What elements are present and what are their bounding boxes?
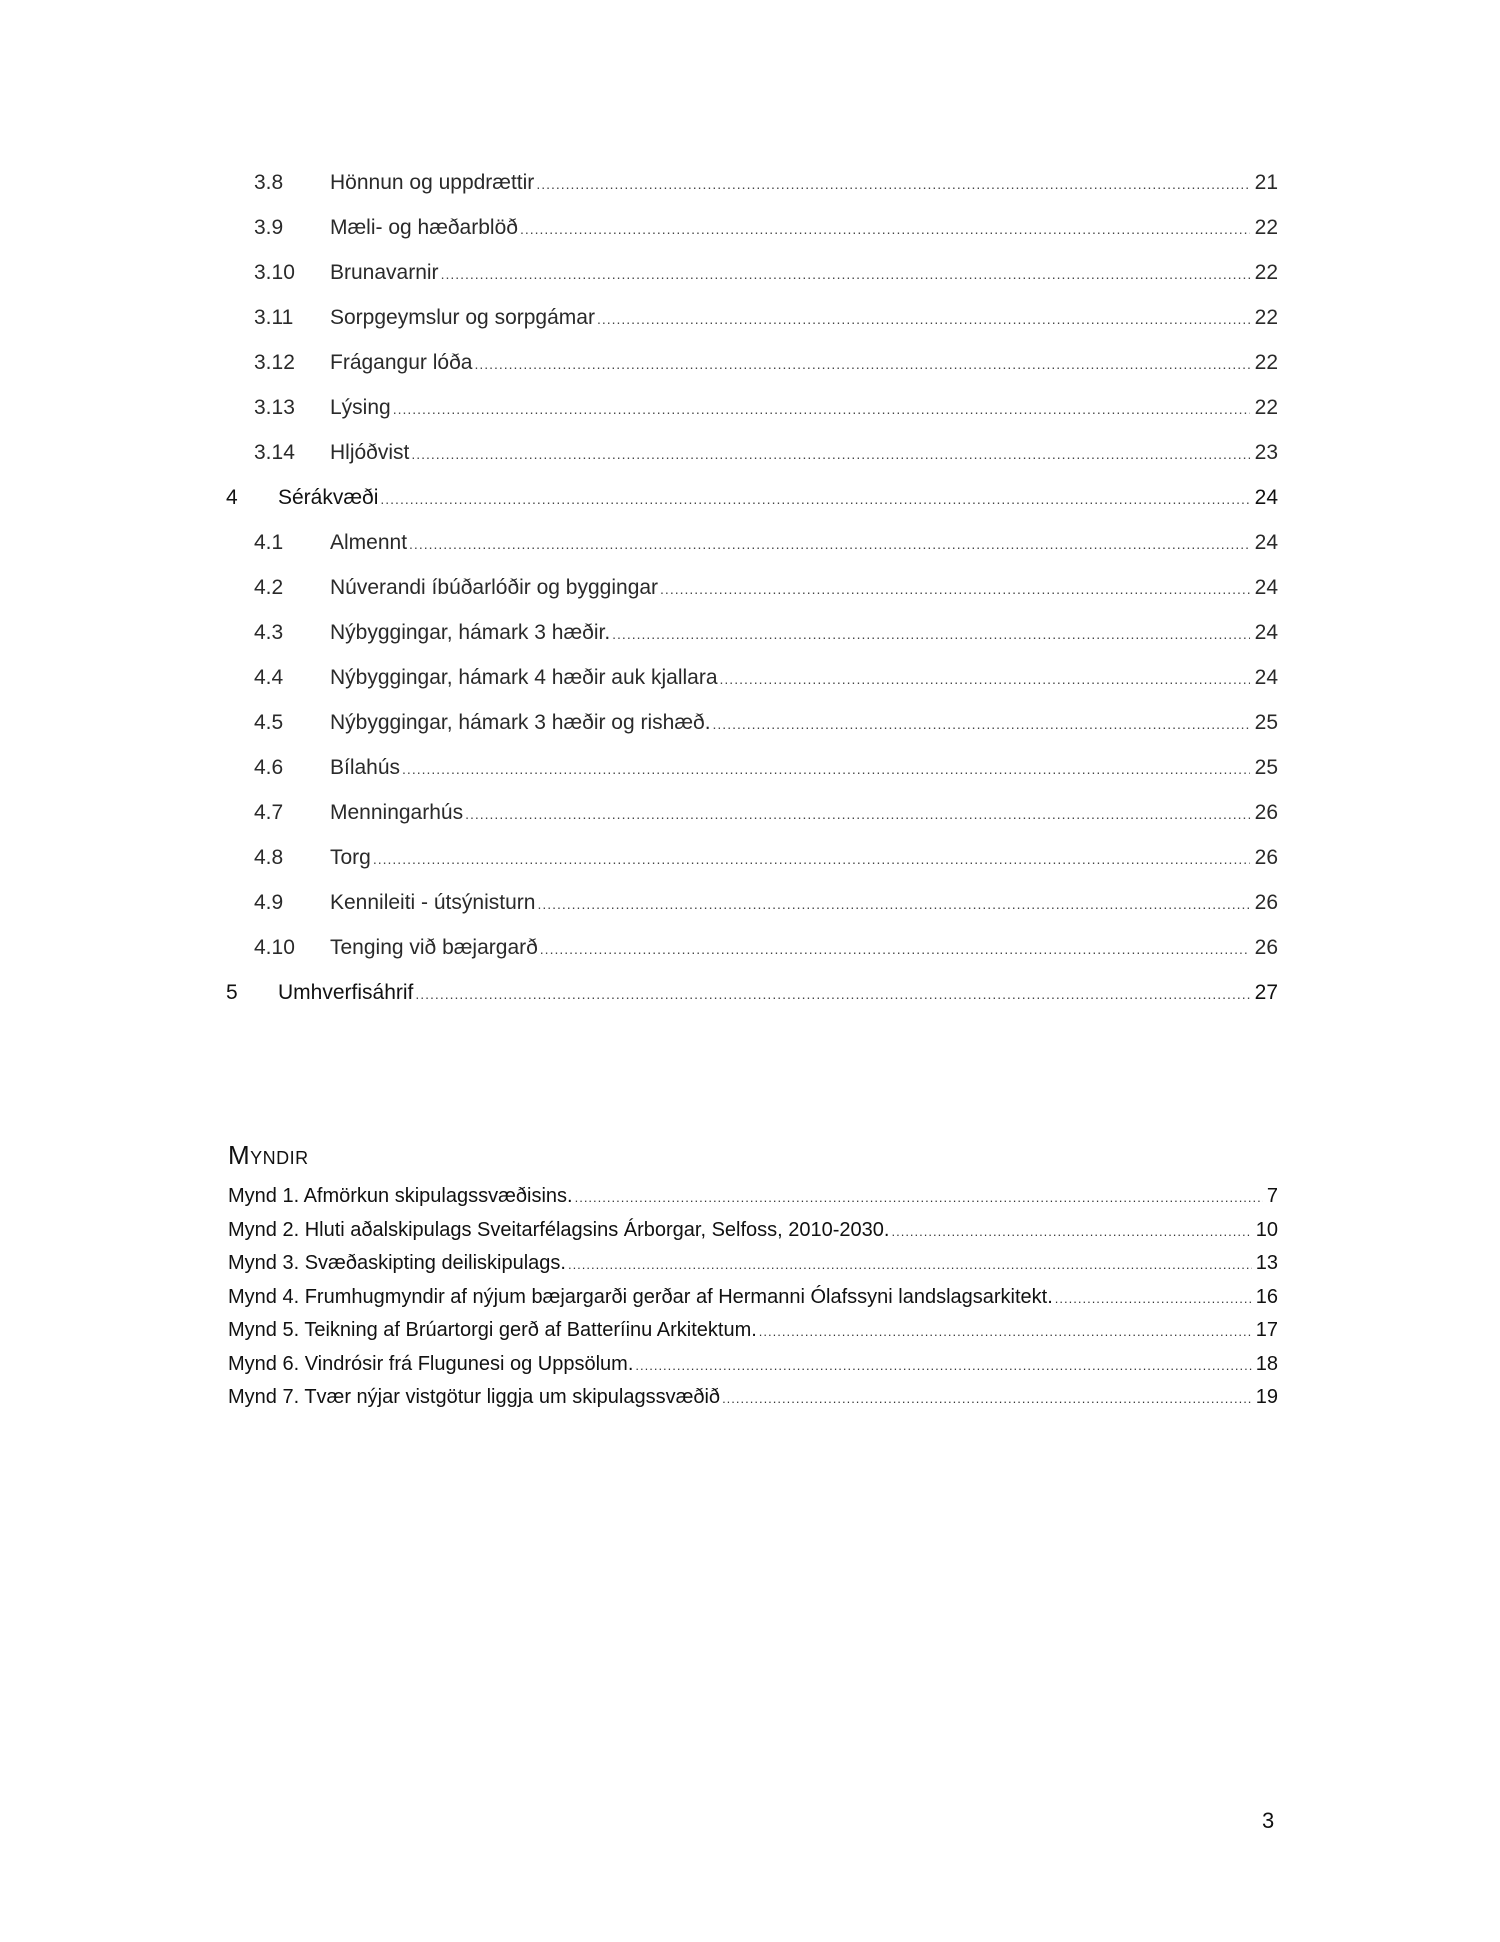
toc-entry-title: Hönnun og uppdrættir: [330, 171, 535, 194]
figure-entry[interactable]: [228, 1348, 1278, 1382]
toc-entry-title: Nýbyggingar, hámark 4 hæðir auk kjallara: [330, 666, 718, 689]
figure-entry[interactable]: [228, 1281, 1278, 1315]
figure-entry-title: Mynd 4. Frumhugmyndir af nýjum bæjargarði gerðar af Hermanni Ólafssyni landslagsarkitekt.: [228, 1285, 1053, 1308]
toc-entry[interactable]: [226, 295, 1278, 340]
toc-entry[interactable]: [226, 610, 1278, 655]
toc-dot-leader: [597, 297, 1250, 342]
toc-dot-leader: [380, 477, 1250, 522]
figure-entry-title: Mynd 6. Vindrósir frá Flugunesi og Uppsölum.: [228, 1352, 634, 1375]
toc-entry-title: Sorpgeymslur og sorpgámar: [330, 306, 595, 329]
toc-dot-leader: [612, 612, 1250, 657]
toc-entry-title: Torg: [330, 846, 371, 869]
toc-entry[interactable]: [226, 340, 1278, 385]
figure-entry[interactable]: [228, 1180, 1278, 1214]
toc-entry-page: 24: [1254, 621, 1278, 644]
toc-entry-page: 26: [1254, 891, 1278, 914]
figure-entry-page: 19: [1255, 1386, 1278, 1408]
toc-entry-page: 22: [1254, 261, 1278, 284]
toc-entry-number: 4.7: [254, 801, 284, 824]
toc-entry[interactable]: [226, 160, 1278, 205]
toc-dot-leader: [520, 207, 1250, 252]
toc-entry-number: 3.8: [254, 171, 284, 194]
toc-dot-leader: [402, 747, 1250, 792]
toc-entry-title: Tenging við bæjargarð: [330, 936, 538, 959]
toc-entry[interactable]: [226, 250, 1278, 295]
figure-entry-title: Mynd 2. Hluti aðalskipulags Sveitarfélagsins Árborgar, Selfoss, 2010-2030.: [228, 1218, 890, 1241]
figure-entry-page: 18: [1255, 1352, 1278, 1375]
page-number: 3: [1262, 1808, 1275, 1833]
toc-entry-page: 22: [1254, 396, 1278, 419]
toc-entry[interactable]: [226, 565, 1278, 610]
toc-entry-number: 4.2: [254, 576, 284, 599]
toc-dot-leader: [373, 837, 1250, 882]
toc-dot-leader: [393, 387, 1250, 432]
toc-entry-number: 3.10: [254, 261, 295, 284]
toc-dot-leader: [415, 972, 1250, 1017]
toc-entry-title: Núverandi íbúðarlóðir og byggingar: [330, 576, 659, 599]
table-of-contents: [226, 160, 1278, 1015]
toc-entry-title: Lýsing: [330, 396, 391, 419]
figure-entry-title: Mynd 7. Tvær nýjar vistgötur liggja um skipulagssvæðið: [228, 1386, 721, 1408]
toc-dot-leader: [537, 882, 1250, 927]
toc-entry-number: 4.3: [254, 621, 284, 644]
toc-entry-number: 4.9: [254, 891, 284, 914]
toc-entry-number: 3.9: [254, 216, 284, 239]
toc-entry-page: 24: [1254, 576, 1278, 599]
toc-entry[interactable]: [226, 745, 1278, 790]
toc-entry[interactable]: [226, 970, 1278, 1015]
toc-dot-leader: [536, 162, 1250, 207]
figure-entry[interactable]: [228, 1214, 1278, 1248]
toc-dot-leader: [411, 432, 1250, 477]
toc-entry[interactable]: [226, 925, 1278, 970]
toc-entry-page: 22: [1254, 351, 1278, 374]
toc-entry-title: Bílahús: [330, 756, 401, 779]
toc-entry-page: 23: [1254, 441, 1278, 464]
toc-entry[interactable]: [226, 205, 1278, 250]
figure-entry-page: 10: [1255, 1218, 1278, 1241]
toc-dot-leader: [660, 567, 1250, 612]
toc-dot-leader: [409, 522, 1250, 567]
toc-entry[interactable]: [226, 700, 1278, 745]
figures-heading: Myndir: [228, 1140, 309, 1170]
figure-dot-leader: [891, 1215, 1251, 1249]
toc-entry-number: 4.1: [254, 531, 284, 554]
figure-dot-leader: [635, 1349, 1251, 1383]
figure-entry-title: Mynd 3. Svæðaskipting deiliskipulags.: [228, 1252, 566, 1274]
toc-dot-leader: [713, 702, 1250, 747]
toc-entry[interactable]: [226, 655, 1278, 700]
toc-dot-leader: [720, 657, 1250, 702]
toc-entry[interactable]: [226, 880, 1278, 925]
toc-entry-title: Nýbyggingar, hámark 3 hæðir.: [330, 621, 611, 644]
toc-entry-page: 27: [1254, 981, 1278, 1004]
figure-dot-leader: [759, 1315, 1252, 1349]
toc-entry-page: 26: [1254, 801, 1278, 824]
toc-entry-number: 4.8: [254, 846, 284, 869]
figure-dot-leader: [568, 1248, 1252, 1282]
toc-entry-title: Frágangur lóða: [330, 351, 473, 374]
toc-entry-title: Nýbyggingar, hámark 3 hæðir og rishæð.: [330, 711, 711, 734]
toc-dot-leader: [474, 342, 1250, 387]
figure-entry-title: Mynd 1. Afmörkun skipulagssvæðisins.: [228, 1185, 573, 1207]
figure-dot-leader: [1055, 1282, 1252, 1316]
toc-entry-number: 4: [226, 486, 238, 509]
figure-dot-leader: [575, 1181, 1263, 1215]
toc-entry-page: 22: [1254, 216, 1278, 239]
toc-entry-number: 5: [226, 981, 238, 1004]
toc-entry-number: 4.5: [254, 711, 284, 734]
figure-entry[interactable]: [228, 1314, 1278, 1348]
toc-entry[interactable]: [226, 430, 1278, 475]
toc-entry-title: Sérákvæði: [278, 486, 379, 509]
toc-entry-number: 3.12: [254, 351, 295, 374]
figure-dot-leader: [722, 1382, 1252, 1416]
toc-entry-title: Almennt: [330, 531, 408, 554]
figure-entry-page: 7: [1266, 1185, 1278, 1207]
figure-entry-page: 16: [1255, 1285, 1278, 1308]
toc-entry-page: 26: [1254, 846, 1278, 869]
toc-entry[interactable]: [226, 385, 1278, 430]
toc-entry-page: 22: [1254, 306, 1278, 329]
toc-entry-page: 24: [1254, 531, 1278, 554]
figure-entry[interactable]: [228, 1381, 1278, 1415]
toc-entry-page: 26: [1254, 936, 1278, 959]
toc-dot-leader: [465, 792, 1250, 837]
toc-entry-page: 25: [1254, 711, 1278, 734]
toc-entry[interactable]: [226, 790, 1278, 835]
toc-dot-leader: [540, 927, 1250, 972]
toc-entry-number: 3.14: [254, 441, 295, 464]
toc-entry-page: 24: [1254, 486, 1278, 509]
toc-entry-page: 21: [1254, 171, 1278, 194]
toc-entry-title: Brunavarnir: [330, 261, 439, 284]
toc-entry-title: Umhverfisáhrif: [278, 981, 414, 1004]
toc-dot-leader: [441, 252, 1250, 297]
toc-entry-page: 24: [1254, 666, 1278, 689]
toc-entry-number: 4.10: [254, 936, 295, 959]
toc-entry-title: Kennileiti - útsýnisturn: [330, 891, 536, 914]
toc-entry-number: 4.4: [254, 666, 284, 689]
figure-entry-title: Mynd 5. Teikning af Brúartorgi gerð af Batteríinu Arkitektum.: [228, 1319, 757, 1341]
toc-entry-title: Mæli- og hæðarblöð: [330, 216, 518, 239]
figure-entry-page: 17: [1255, 1319, 1278, 1341]
list-of-figures: [228, 1180, 1278, 1415]
toc-entry[interactable]: [226, 475, 1278, 520]
toc-entry-number: 4.6: [254, 756, 284, 779]
toc-entry-number: 3.11: [254, 306, 294, 329]
figure-entry-page: 13: [1255, 1252, 1278, 1274]
toc-entry-page: 25: [1254, 756, 1278, 779]
toc-entry[interactable]: [226, 520, 1278, 565]
toc-entry-title: Hljóðvist: [330, 441, 410, 464]
figure-entry[interactable]: [228, 1247, 1278, 1281]
toc-entry[interactable]: [226, 835, 1278, 880]
toc-entry-number: 3.13: [254, 396, 295, 419]
toc-entry-title: Menningarhús: [330, 801, 464, 824]
